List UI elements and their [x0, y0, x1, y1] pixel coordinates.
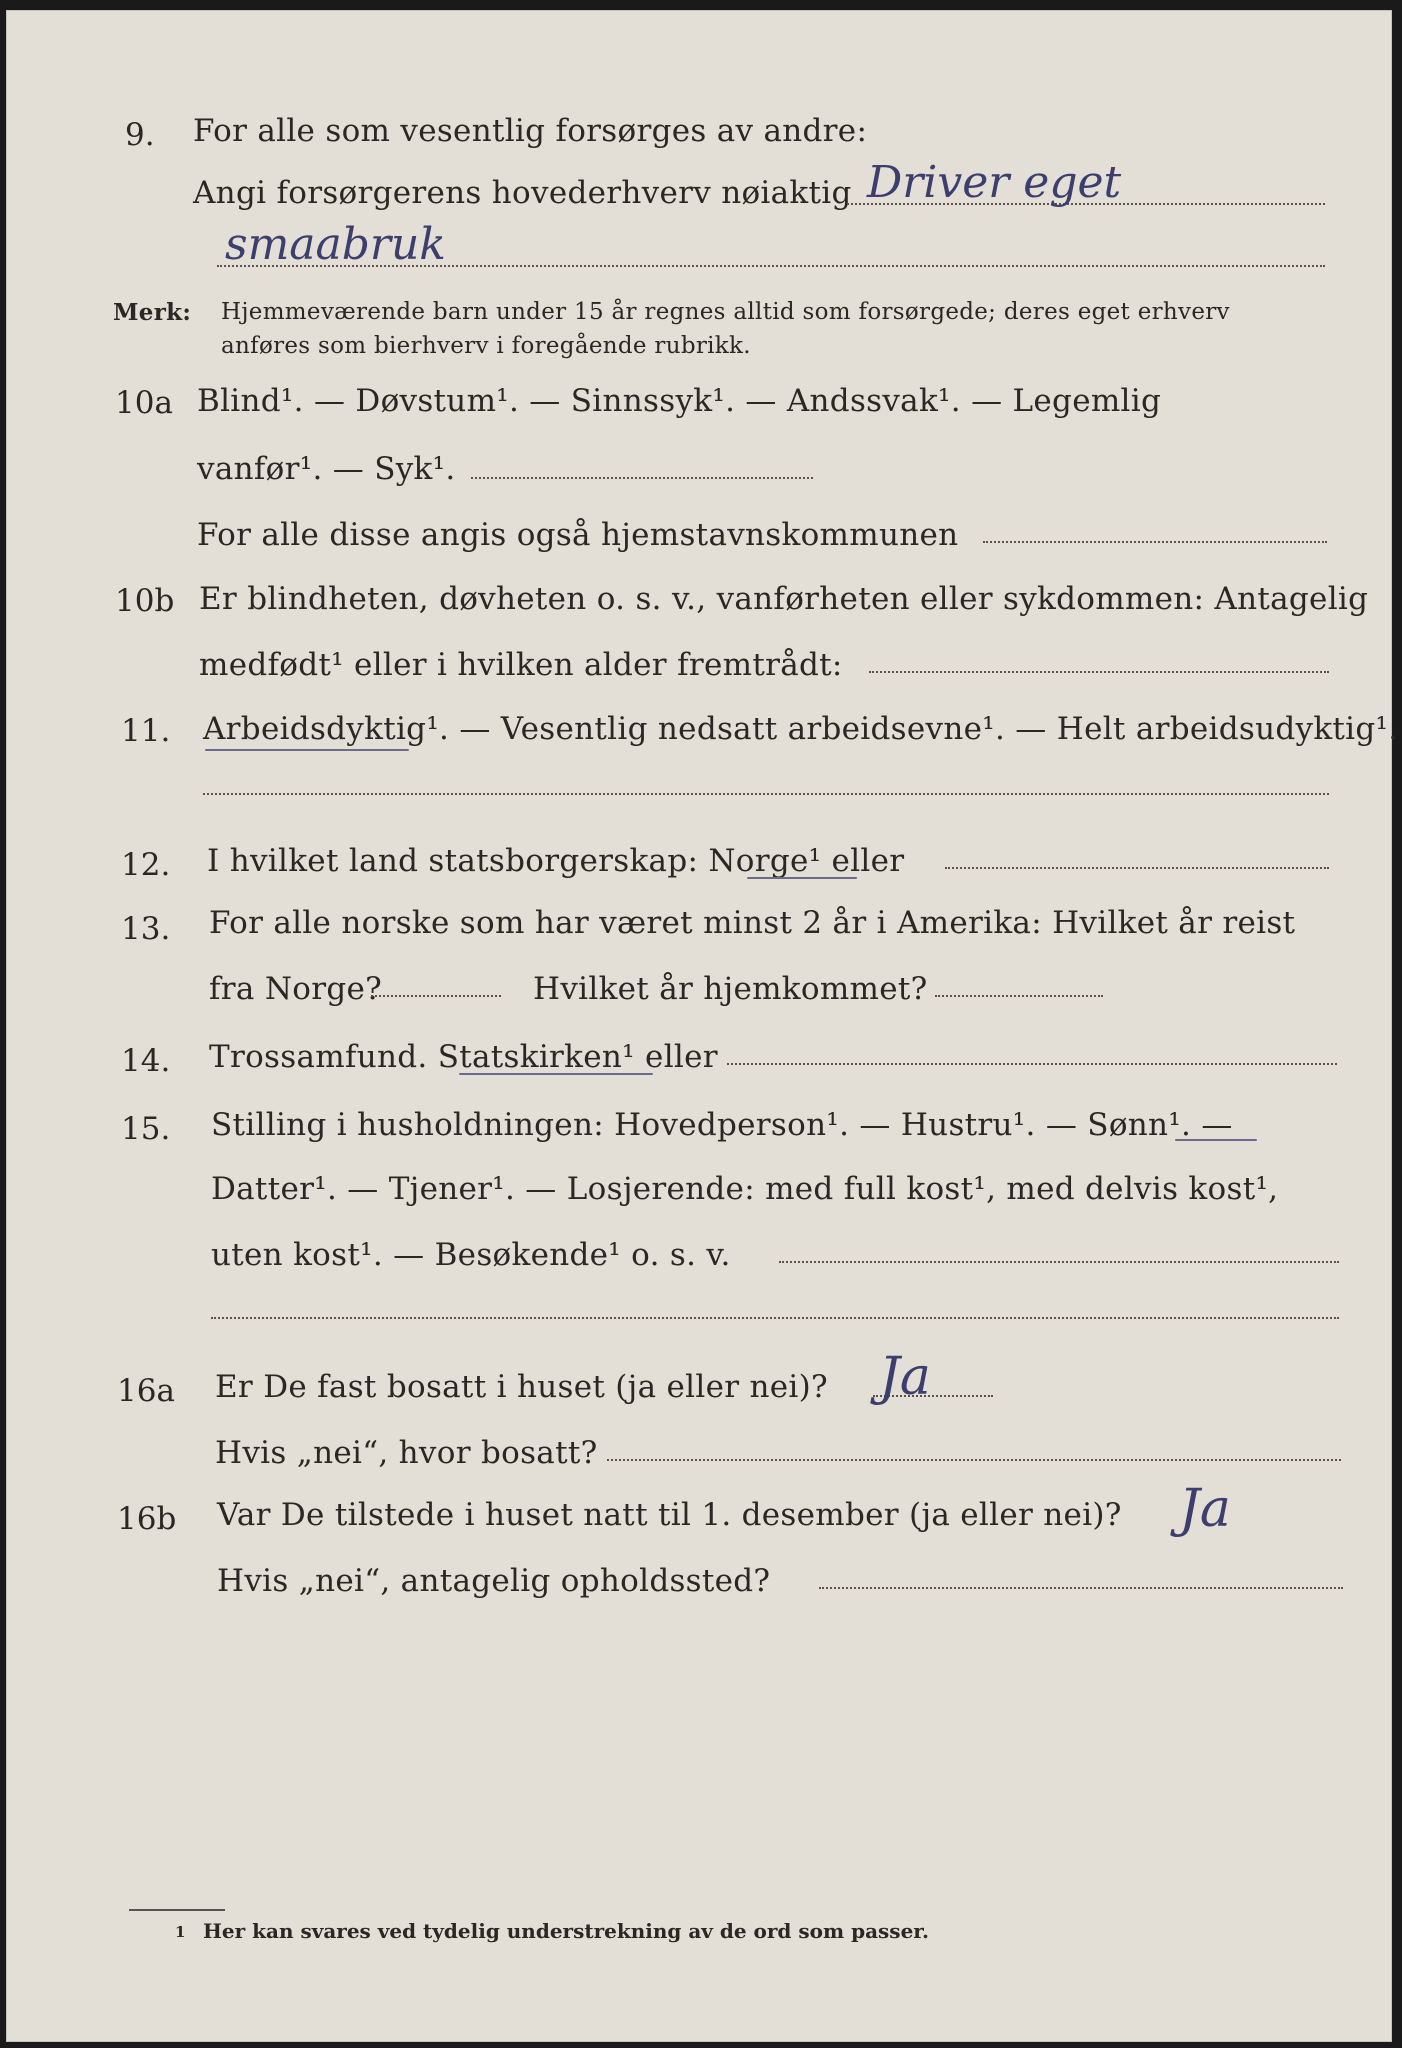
q15-extra-line: [211, 1317, 1339, 1319]
q10a-line1: Blind¹. — Døvstum¹. — Sinnssyk¹. — Andssvak¹. — Legemlig: [197, 383, 1162, 419]
q15-answer-underline: [1175, 1139, 1257, 1141]
q13-answer-line-reist: [371, 995, 501, 997]
q9-line1: For alle som vesentlig forsørges av andre:: [193, 113, 868, 149]
q16b-number: 16b: [117, 1501, 177, 1537]
q16b-line2: Hvis „nei“, antagelig opholdssted?: [217, 1563, 771, 1599]
q16a-line1: Er De fast bosatt i huset (ja eller nei)?: [215, 1369, 828, 1405]
q10a-answer-line3: [983, 541, 1327, 543]
q14-number: 14.: [121, 1043, 171, 1079]
q10b-line1: Er blindheten, døvheten o. s. v., vanførheten eller sykdommen: Antagelig: [199, 581, 1369, 617]
q12-number: 12.: [121, 847, 171, 883]
merk-label: Merk:: [113, 299, 192, 326]
q11-extra-line: [203, 793, 1329, 795]
q14-answer-line: [727, 1063, 1337, 1065]
q16a-line2: Hvis „nei“, hvor bosatt?: [215, 1435, 598, 1471]
q10a-number: 10a: [115, 385, 173, 421]
q13-line2b: Hvilket år hjemkommet?: [533, 971, 928, 1007]
q13-line1: For alle norske som har været minst 2 år i Amerika: Hvilket år reist: [209, 905, 1296, 941]
q10a-answer-line2: [471, 477, 813, 479]
q16a-handwritten-answer: Ja: [879, 1347, 931, 1407]
q10b-number: 10b: [115, 583, 175, 619]
q10a-line2: vanfør¹. — Syk¹.: [197, 451, 456, 487]
q9-handwritten-answer2: smaabruk: [225, 219, 446, 270]
merk-line1: Hjemmeværende barn under 15 år regnes alltid som forsørgede; deres eget erhverv: [221, 299, 1230, 325]
q11-line1: Arbeidsdyktig¹. — Vesentlig nedsatt arbeidsevne¹. — Helt arbeidsudyktig¹.: [203, 711, 1399, 747]
q10a-line3: For alle disse angis også hjemstavnskommunen: [197, 517, 959, 553]
footnote-rule: [129, 1909, 225, 1911]
q16a-bosatt-line: [607, 1459, 1341, 1461]
q16b-opholdssted-line: [819, 1587, 1343, 1589]
q13-answer-line-hjemkommet: [935, 995, 1103, 997]
q10b-answer-line: [869, 671, 1329, 673]
q14-answer-underline: [459, 1073, 653, 1075]
q9-line2: Angi forsørgerens hovederhverv nøiaktig: [193, 175, 852, 211]
q12-answer-line: [945, 867, 1329, 869]
q13-line2a: fra Norge?: [209, 971, 383, 1007]
q14-line1: Trossamfund. Statskirken¹ eller: [209, 1039, 718, 1075]
q15-line2: Datter¹. — Tjener¹. — Losjerende: med full kost¹, med delvis kost¹,: [211, 1171, 1279, 1207]
q16b-line1: Var De tilstede i huset natt til 1. desember (ja eller nei)?: [217, 1497, 1122, 1533]
footnote-text: Her kan svares ved tydelig understrekning av de ord som passer.: [203, 1919, 929, 1943]
q15-answer-line: [779, 1261, 1339, 1263]
q16b-handwritten-answer: Ja: [1179, 1479, 1231, 1539]
q15-line3: uten kost¹. — Besøkende¹ o. s. v.: [211, 1237, 731, 1273]
q13-number: 13.: [121, 911, 171, 947]
q15-line1: Stilling i husholdningen: Hovedperson¹. — Hustru¹. — Sønn¹. —: [211, 1107, 1233, 1143]
q9-number: 9.: [125, 117, 155, 153]
census-form-page: [6, 10, 1399, 2042]
q16a-number: 16a: [117, 1373, 175, 1409]
q10b-line2: medfødt¹ eller i hvilken alder fremtrådt:: [199, 647, 843, 683]
q12-answer-underline: [747, 877, 857, 879]
footnote-mark: 1: [175, 1923, 186, 1941]
q12-line1: I hvilket land statsborgerskap: Norge¹ eller: [207, 843, 905, 879]
q11-number: 11.: [121, 713, 171, 749]
q11-answer-underline: [205, 749, 409, 751]
q9-handwritten-answer1: Driver eget: [867, 157, 1122, 208]
merk-line2: anføres som bierhverv i foregående rubrikk.: [221, 333, 751, 359]
q15-number: 15.: [121, 1111, 171, 1147]
